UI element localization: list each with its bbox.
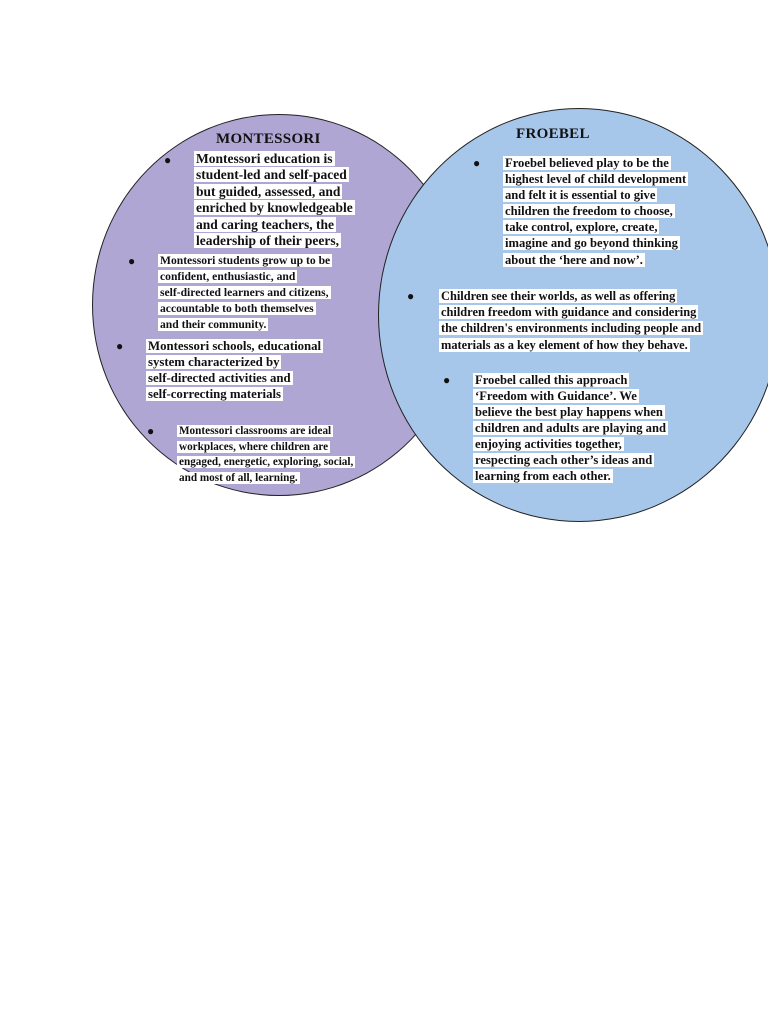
montessori-point-2-text: Montessori students grow up to be confident, enthusiastic, and self-directed learners and citizens, accountable to both themselves and their community. [160, 254, 331, 331]
froebel-point-3-text: Froebel called this approach ‘Freedom with Guidance’. We believe the best play happens when children and adults are playing and enjoying activities together, respecting each other’s ideas and learning from each other. [475, 373, 666, 483]
bullet-icon: ● [116, 339, 124, 353]
froebel-point-1-text: Froebel believed play to be the highest level of child development and felt it is essential to give children the freedom to choose, take control, explore, create, imagine and go beyond thinking about the ‘here and now’. [505, 156, 687, 267]
froebel-point-1 [473, 155, 688, 268]
bullet-icon: ● [407, 289, 415, 303]
bullet-icon: ● [164, 153, 172, 167]
froebel-point-3 [443, 372, 668, 484]
montessori-point-4-text: Montessori classrooms are ideal workplaces, where children are engaged, energetic, exploring, social, and most of all, learning. [179, 425, 354, 484]
montessori-point-2 [128, 253, 332, 333]
montessori-point-1-text: Montessori education is student-led and self-paced but guided, assessed, and enriched by knowledgeable and caring teachers, the leadership of their peers, [196, 151, 353, 249]
bullet-icon: ● [128, 254, 136, 268]
montessori-point-1 [164, 151, 355, 249]
montessori-point-3 [116, 338, 323, 402]
bullet-icon: ● [147, 424, 155, 438]
montessori-point-4 [147, 424, 355, 486]
montessori-point-3-text: Montessori schools, educational system characterized by self-directed activities and self-correcting materials [148, 339, 322, 401]
montessori-title: MONTESSORI [216, 131, 321, 147]
bullet-icon: ● [443, 373, 451, 387]
froebel-point-2 [407, 288, 703, 353]
froebel-point-2-text: Children see their worlds, as well as offering children freedom with guidance and considering the children's environments including people and materials as a key element of how they behave. [441, 289, 702, 352]
froebel-title: FROEBEL [516, 126, 590, 142]
bullet-icon: ● [473, 156, 481, 170]
